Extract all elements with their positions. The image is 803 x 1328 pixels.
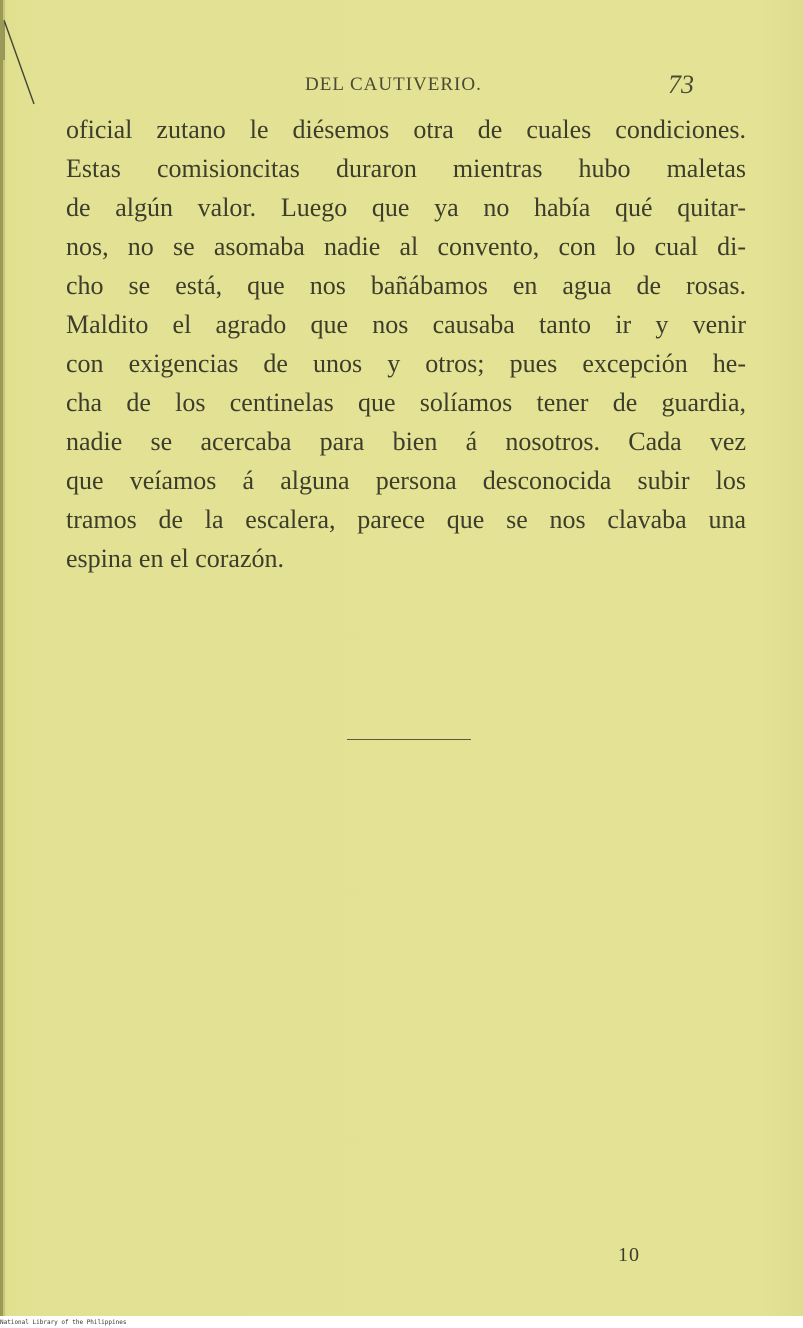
text-line: cho se está, que nos bañábamos en agua de rosas. (66, 271, 746, 300)
page-number: 73 (668, 70, 694, 99)
text-line: tramos de la escalera, parece que se nos clavaba una (66, 505, 746, 534)
text-line: Maldito el agrado que nos causaba tanto ir y venir (66, 310, 746, 339)
text-line: oficial zutano le diésemos otra de cuales condiciones. (66, 115, 746, 144)
page-gutter-shade (3, 0, 5, 1316)
section-end-rule (347, 739, 471, 740)
text-line: con exigencias de unos y otros; pues excepción he- (66, 349, 746, 378)
text-line: cha de los centinelas que solíamos tener de guardia, (66, 388, 746, 417)
signature-mark: 10 (618, 1244, 640, 1266)
text-line: de algún valor. Luego que ya no había qué quitar- (66, 193, 746, 222)
running-head (0, 70, 803, 100)
text-line: espina en el corazón. (66, 544, 285, 573)
library-credit: National Library of the Philippines (0, 1319, 127, 1326)
text-line: nos, no se asomaba nadie al convento, con lo cual di- (66, 232, 746, 261)
body-paragraph (66, 110, 746, 578)
text-line: que veíamos á alguna persona desconocida subir los (66, 466, 746, 495)
text-line: nadie se acercaba para bien á nosotros. Cada vez (66, 427, 746, 456)
running-title: DEL CAUTIVERIO. (305, 74, 482, 95)
text-line: Estas comisioncitas duraron mientras hubo maletas (66, 154, 746, 183)
